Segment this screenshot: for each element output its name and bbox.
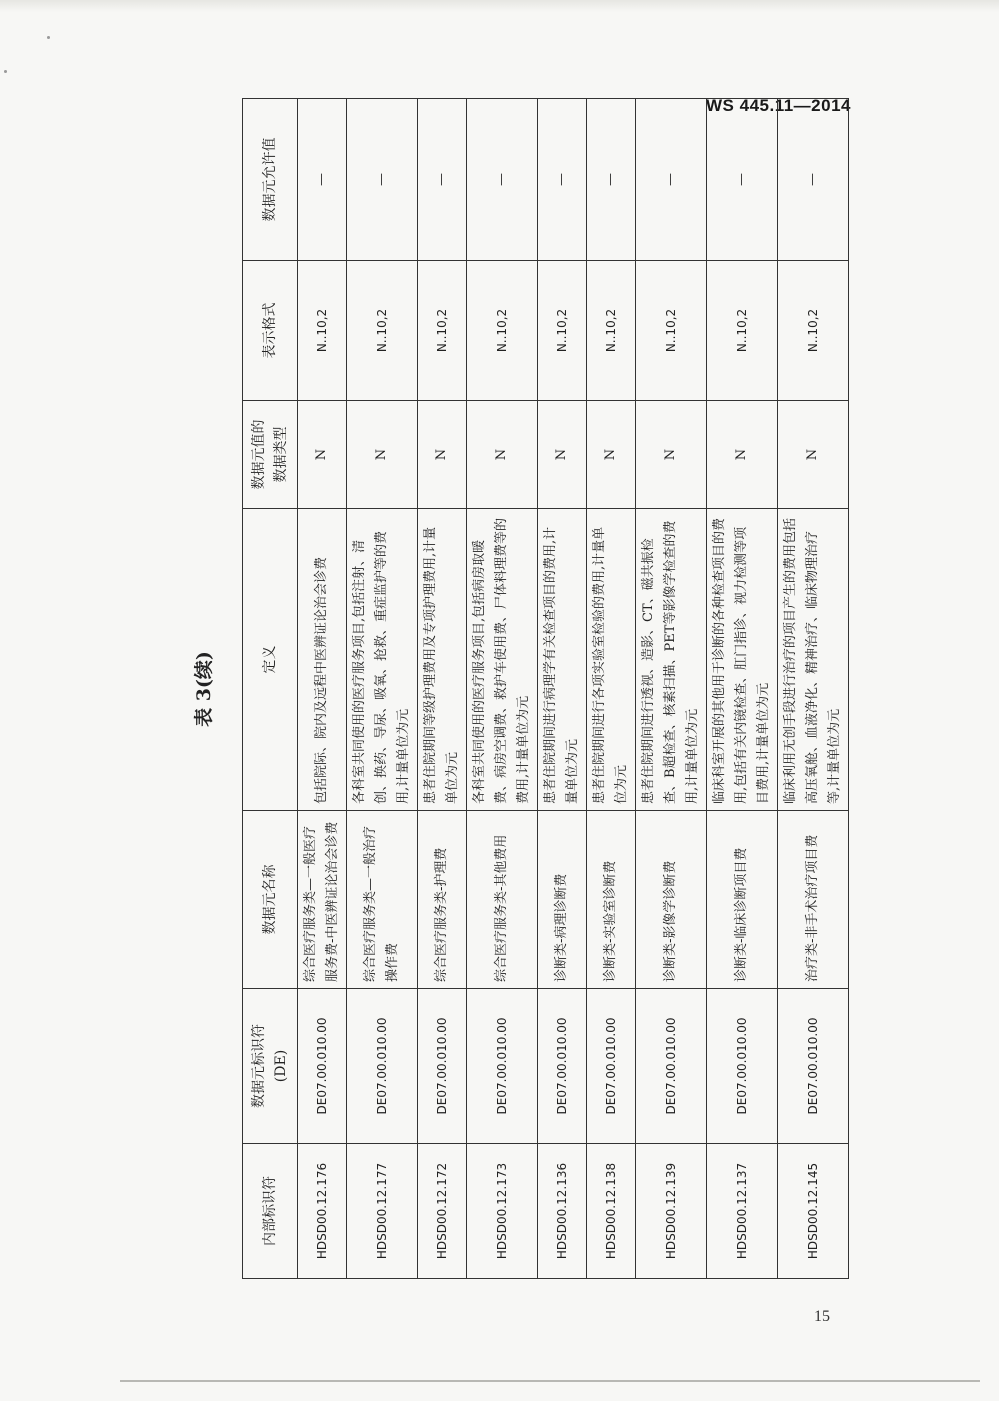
cell-internal-id: HDSD00.12.173: [467, 1144, 538, 1279]
scan-speck: [4, 70, 7, 73]
cell-allowed-values: —: [778, 99, 849, 261]
cell-element-name: 诊断类-临床诊断项目费: [707, 811, 778, 989]
column-header-definition: 定义: [243, 509, 298, 811]
cell-definition: 各科室共同使用的医疗服务项目,包括注射、清创、换药、导尿、吸氧、抢救、重症监护等的费用,计量单位为元: [347, 509, 418, 811]
cell-de-id: DE07.00.010.00: [538, 989, 587, 1144]
cell-format: N..10,2: [418, 261, 467, 401]
table-title: 表 3(续): [193, 651, 215, 727]
column-header-format: 表示格式: [243, 261, 298, 401]
table-row: [467, 99, 538, 1279]
cell-definition: 临床科室开展的其他用于诊断的各种检查项目的费用,包括有关内镜检查、肛门指诊、视力检测等项目费用,计量单位为元: [707, 509, 778, 811]
table-row: [707, 99, 778, 1279]
cell-allowed-values: —: [636, 99, 707, 261]
column-header-allowed-values: 数据元允许值: [243, 99, 298, 261]
cell-element-name: 综合医疗服务类-其他费用: [467, 811, 538, 989]
cell-format: N..10,2: [298, 261, 347, 401]
table-row: [778, 99, 849, 1279]
scan-edge-shadow: [0, 0, 999, 12]
cell-definition: 患者住院期间进行各项实验室检验的费用,计量单位为元: [587, 509, 636, 811]
cell-data-type: N: [347, 401, 418, 509]
cell-element-name: 治疗类-非手术治疗项目费: [778, 811, 849, 989]
table-header-row: [243, 99, 298, 1279]
cell-element-name: 综合医疗服务类—一般治疗操作费: [347, 811, 418, 989]
column-header-internal-id: 内部标识符: [243, 1144, 298, 1279]
table-body: [298, 99, 849, 1279]
cell-format: N..10,2: [347, 261, 418, 401]
cell-allowed-values: —: [467, 99, 538, 261]
cell-format: N..10,2: [707, 261, 778, 401]
cell-element-name: 诊断类-影像学诊断费: [636, 811, 707, 989]
data-element-table: [242, 98, 849, 1279]
page-number: 15: [814, 1308, 830, 1325]
cell-data-type: N: [538, 401, 587, 509]
table-row: [347, 99, 418, 1279]
scan-speck: [47, 36, 50, 39]
scan-edge-line: [120, 1380, 980, 1382]
cell-allowed-values: —: [707, 99, 778, 261]
cell-definition: 患者住院期间进行病理学有关检查项目的费用,计量单位为元: [538, 509, 587, 811]
cell-data-type: N: [636, 401, 707, 509]
table-row: [418, 99, 467, 1279]
column-header-de-id: 数据元标识符 (DE): [243, 989, 298, 1144]
cell-format: N..10,2: [587, 261, 636, 401]
cell-internal-id: HDSD00.12.138: [587, 1144, 636, 1279]
cell-allowed-values: —: [538, 99, 587, 261]
cell-format: N..10,2: [778, 261, 849, 401]
column-header-data-type: 数据元值的 数据类型: [243, 401, 298, 509]
cell-de-id: DE07.00.010.00: [707, 989, 778, 1144]
cell-data-type: N: [778, 401, 849, 509]
standard-code: WS 445.11—2014: [706, 96, 851, 115]
rotated-table-page: [184, 99, 842, 1279]
cell-allowed-values: —: [587, 99, 636, 261]
cell-definition: 患者住院期间等级护理费用及专项护理费用,计量单位为元: [418, 509, 467, 811]
cell-data-type: N: [707, 401, 778, 509]
cell-allowed-values: —: [298, 99, 347, 261]
cell-internal-id: HDSD00.12.145: [778, 1144, 849, 1279]
cell-data-type: N: [587, 401, 636, 509]
cell-internal-id: HDSD00.12.172: [418, 1144, 467, 1279]
cell-internal-id: HDSD00.12.137: [707, 1144, 778, 1279]
cell-format: N..10,2: [467, 261, 538, 401]
cell-definition: 包括院际、院内及远程中医辨证论治会诊费: [298, 509, 347, 811]
cell-internal-id: HDSD00.12.136: [538, 1144, 587, 1279]
cell-de-id: DE07.00.010.00: [467, 989, 538, 1144]
cell-definition: 临床利用无创手段进行治疗的项目产生的费用包括高压氧舱、血液净化、精神治疗、临床物理治疗等,计量单位为元: [778, 509, 849, 811]
cell-format: N..10,2: [636, 261, 707, 401]
cell-element-name: 诊断类-病理诊断费: [538, 811, 587, 989]
cell-de-id: DE07.00.010.00: [298, 989, 347, 1144]
cell-internal-id: HDSD00.12.177: [347, 1144, 418, 1279]
cell-data-type: N: [298, 401, 347, 509]
cell-allowed-values: —: [418, 99, 467, 261]
cell-de-id: DE07.00.010.00: [636, 989, 707, 1144]
table-row: [587, 99, 636, 1279]
cell-data-type: N: [467, 401, 538, 509]
column-header-element-name: 数据元名称: [243, 811, 298, 989]
cell-data-type: N: [418, 401, 467, 509]
cell-de-id: DE07.00.010.00: [778, 989, 849, 1144]
cell-de-id: DE07.00.010.00: [347, 989, 418, 1144]
table-row: [298, 99, 347, 1279]
cell-definition: 各科室共同使用的医疗服务项目,包括病房取暖费、病房空调费、救护车使用费、尸体料理费等的费用,计量单位为元: [467, 509, 538, 811]
cell-definition: 患者住院期间进行透视、造影、CT、磁共振检查、B超检查、核素扫描、PET等影像学检查的费用,计量单位为元: [636, 509, 707, 811]
table-row: [538, 99, 587, 1279]
cell-de-id: DE07.00.010.00: [418, 989, 467, 1144]
cell-internal-id: HDSD00.12.139: [636, 1144, 707, 1279]
cell-allowed-values: —: [347, 99, 418, 261]
cell-internal-id: HDSD00.12.176: [298, 1144, 347, 1279]
cell-element-name: 综合医疗服务类-护理费: [418, 811, 467, 989]
cell-format: N..10,2: [538, 261, 587, 401]
table-row: [636, 99, 707, 1279]
cell-element-name: 综合医疗服务类—一般医疗服务费-中医辨证论治会诊费: [298, 811, 347, 989]
cell-de-id: DE07.00.010.00: [587, 989, 636, 1144]
cell-element-name: 诊断类-实验室诊断费: [587, 811, 636, 989]
